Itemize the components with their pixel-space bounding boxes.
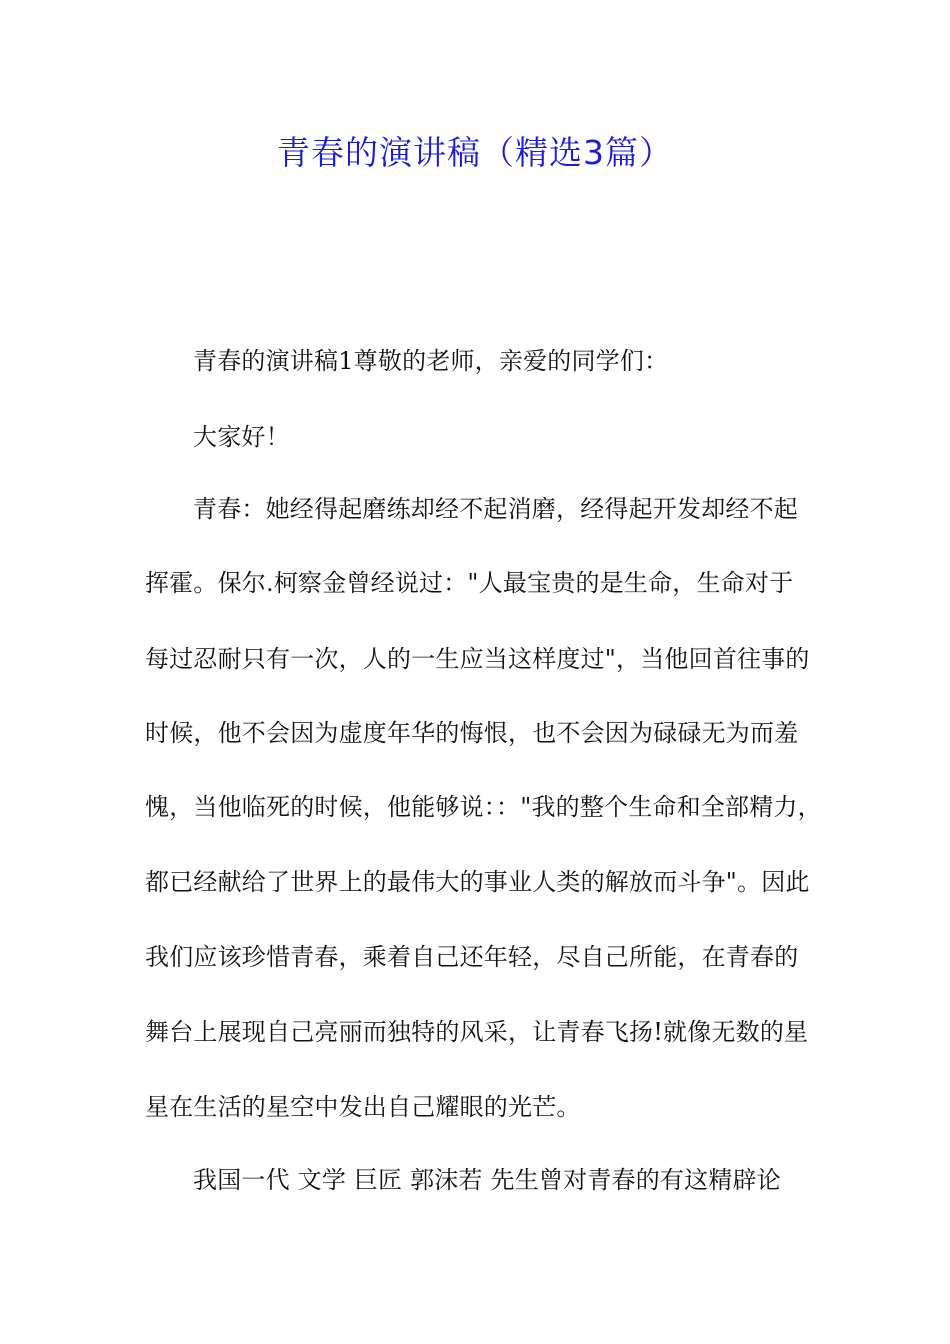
paragraph-line: 舞台上展现自己亮丽而独特的风采，让青春飞扬!就像无数的星 xyxy=(145,1018,809,1046)
paragraph-line: 我们应该珍惜青春，乘着自己还年轻，尽自己所能，在青春的 xyxy=(145,943,799,971)
paragraph-line: 青春：她经得起磨练却经不起消磨，经得起开发却经不起 xyxy=(193,495,798,523)
paragraph-line: 大家好！ xyxy=(193,423,290,451)
paragraph-line: 都已经献给了世界上的最伟大的事业人类的解放而斗争"。因此 xyxy=(145,868,810,896)
paragraph-line: 我国一代 文学 巨匠 郭沫若 先生曾对青春的有这精辟论 xyxy=(193,1166,781,1194)
paragraph-line: 愧，当他临死的时候，他能够说：："我的整个生命和全部精力， xyxy=(145,793,822,821)
document-title: 青春的演讲稿（精选3篇） xyxy=(277,133,673,172)
paragraph-line: 青春的演讲稿1尊敬的老师，亲爱的同学们： xyxy=(193,347,669,375)
paragraph-line: 挥霍。保尔.柯察金曾经说过："人最宝贵的是生命，生命对于 xyxy=(145,569,794,597)
paragraph-line: 每过忍耐只有一次，人的一生应当这样度过"，当他回首往事的 xyxy=(145,645,810,673)
paragraph-line: 时候，他不会因为虚度年华的悔恨，也不会因为碌碌无为而羞 xyxy=(145,719,799,747)
paragraph-line: 星在生活的星空中发出自己耀眼的光芒。 xyxy=(145,1093,581,1121)
